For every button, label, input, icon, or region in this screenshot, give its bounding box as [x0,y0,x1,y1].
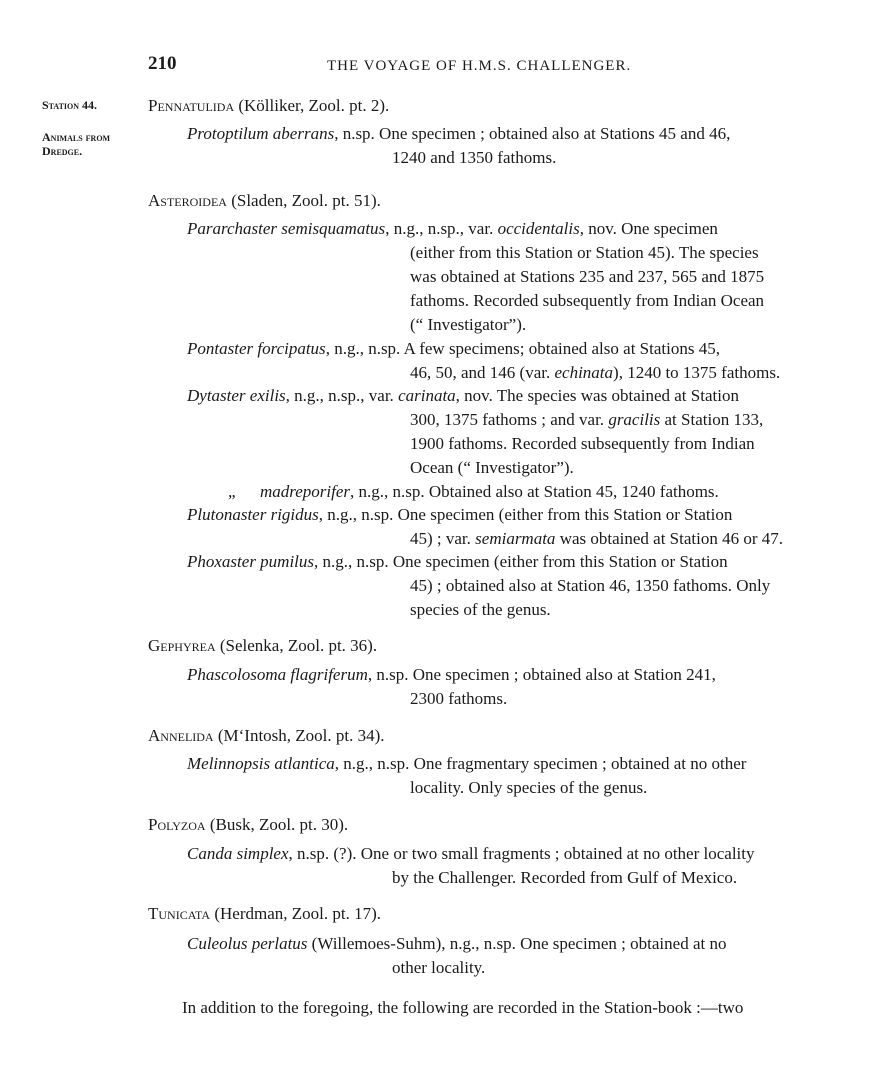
entry-text: was obtained at Station 46 or 47. [555,529,784,548]
species-name: Canda simplex [187,844,289,863]
entry-text: (Willemoes-Suhm), n.g., n.sp. One specimen ; obtained at no [307,934,727,953]
species-name: Culeolus perlatus [187,934,308,953]
entry-text: , n.g., n.sp., var. [385,219,498,238]
entry-continuation: Ocean (“ Investigator”). [410,458,574,477]
entry-continuation: 1240 and 1350 fathoms. [392,148,557,167]
entry-text: , nov. One specimen [579,219,718,238]
group-name: Asteroidea [148,191,227,210]
entry-continuation: (either from this Station or Station 45). The species [410,243,759,262]
station-sidenote: Station 44. [42,98,98,112]
species-entry [187,663,716,687]
species-name: Pararchaster semisquamatus [187,219,386,238]
entry-text: 300, 1375 fathoms ; and var. [410,410,609,429]
group-name: Annelida [148,726,214,745]
animals-sidenote-line2: Dredge. [42,144,83,158]
entry-continuation [410,527,783,551]
species-name: Protoptilum aberrans [187,124,335,143]
group-reference: (Herdman, Zool. pt. 17). [210,904,381,923]
entry-text: , n.sp. One specimen ; obtained also at Station 241, [367,665,716,684]
animals-sidenote-line1: Animals from [42,130,111,144]
entry-text: , n.g., n.sp. One fragmentary specimen ; obtained at no other [334,754,747,773]
group-heading-tunicata [148,902,381,926]
species-name: Phascolosoma flagriferum [187,665,368,684]
entry-continuation [410,408,763,432]
species-entry [187,842,755,866]
entry-text: , nov. The species was obtained at Station [455,386,739,405]
entry-text: ), 1240 to 1375 fathoms. [613,363,781,382]
page-number: 210 [148,53,177,74]
entry-continuation: fathoms. Recorded subsequently from Indian Ocean [410,291,765,310]
variety-name: gracilis [608,410,661,429]
entry-continuation: locality. Only species of the genus. [410,778,648,797]
variety-name: carinata [398,386,456,405]
entry-continuation: 45) ; obtained also at Station 46, 1350 fathoms. Only [410,576,771,595]
running-title: THE VOYAGE OF H.M.S. CHALLENGER. [327,58,632,74]
species-entry [187,550,728,574]
entry-text: , n.sp. One specimen ; obtained also at Stations 45 and 46, [334,124,731,143]
group-reference: (M‘Intosh, Zool. pt. 34). [213,726,385,745]
entry-text: , n.sp. (?). One or two small fragments ; obtained at no other locality [288,844,755,863]
entry-continuation: by the Challenger. Recorded from Gulf of Mexico. [392,868,738,887]
closing-paragraph: In addition to the foregoing, the following are recorded in the Station-book :—two [182,998,744,1017]
group-heading-gephyrea [148,634,377,658]
entry-continuation: (“ Investigator”). [410,315,527,334]
entry-text: , n.g., n.sp. One specimen (either from this Station or Station [314,552,728,571]
species-name: madreporifer [260,482,351,501]
species-entry [187,752,746,776]
group-heading-polyzoa [148,813,348,837]
entry-continuation: species of the genus. [410,600,551,619]
entry-continuation: 2300 fathoms. [410,689,508,708]
entry-text: , n.g., n.sp. One specimen (either from this Station or Station [318,505,733,524]
variety-name: occidentalis [497,219,580,238]
species-name: Melinnopsis atlantica [187,754,335,773]
group-heading-annelida [148,724,385,748]
entry-continuation [410,361,780,385]
species-name: Pontaster forcipatus [187,339,326,358]
entry-text: , n.g., n.sp. Obtained also at Station 45, 1240 fathoms. [350,482,719,501]
species-entry [187,122,730,146]
group-reference: (Busk, Zool. pt. 30). [205,815,349,834]
species-name: Phoxaster pumilus [187,552,315,571]
group-name: Tunicata [148,904,211,923]
species-name: Dytaster exilis [187,386,286,405]
variety-name: semiarmata [475,529,556,548]
group-name: Polyzoa [148,815,206,834]
ditto-mark: „ [228,482,236,501]
entry-text: , n.g., n.sp., var. [285,386,399,405]
entry-continuation: was obtained at Stations 235 and 237, 565 and 1875 [410,267,765,286]
species-name: Plutonaster rigidus [187,505,319,524]
species-entry [187,217,718,241]
species-entry [187,932,726,956]
entry-text: , n.g., n.sp. A few specimens; obtained also at Stations 45, [325,339,720,358]
variety-name: echinata [554,363,614,382]
group-reference: (Kölliker, Zool. pt. 2). [234,96,390,115]
species-entry [187,384,739,408]
species-entry [187,337,720,361]
group-heading-asteroidea [148,189,381,213]
group-heading-pennatulida [148,94,389,118]
entry-text: 46, 50, and 146 (var. [410,363,555,382]
entry-text: at Station 133, [660,410,764,429]
group-reference: (Selenka, Zool. pt. 36). [215,636,378,655]
species-entry [260,480,719,504]
species-entry [187,503,732,527]
entry-continuation: 1900 fathoms. Recorded subsequently from Indian [410,434,755,453]
group-name: Pennatulida [148,96,235,115]
animals-sidenote [42,130,142,158]
group-reference: (Sladen, Zool. pt. 51). [226,191,381,210]
group-name: Gephyrea [148,636,216,655]
entry-continuation: other locality. [392,958,486,977]
entry-text: 45) ; var. [410,529,476,548]
